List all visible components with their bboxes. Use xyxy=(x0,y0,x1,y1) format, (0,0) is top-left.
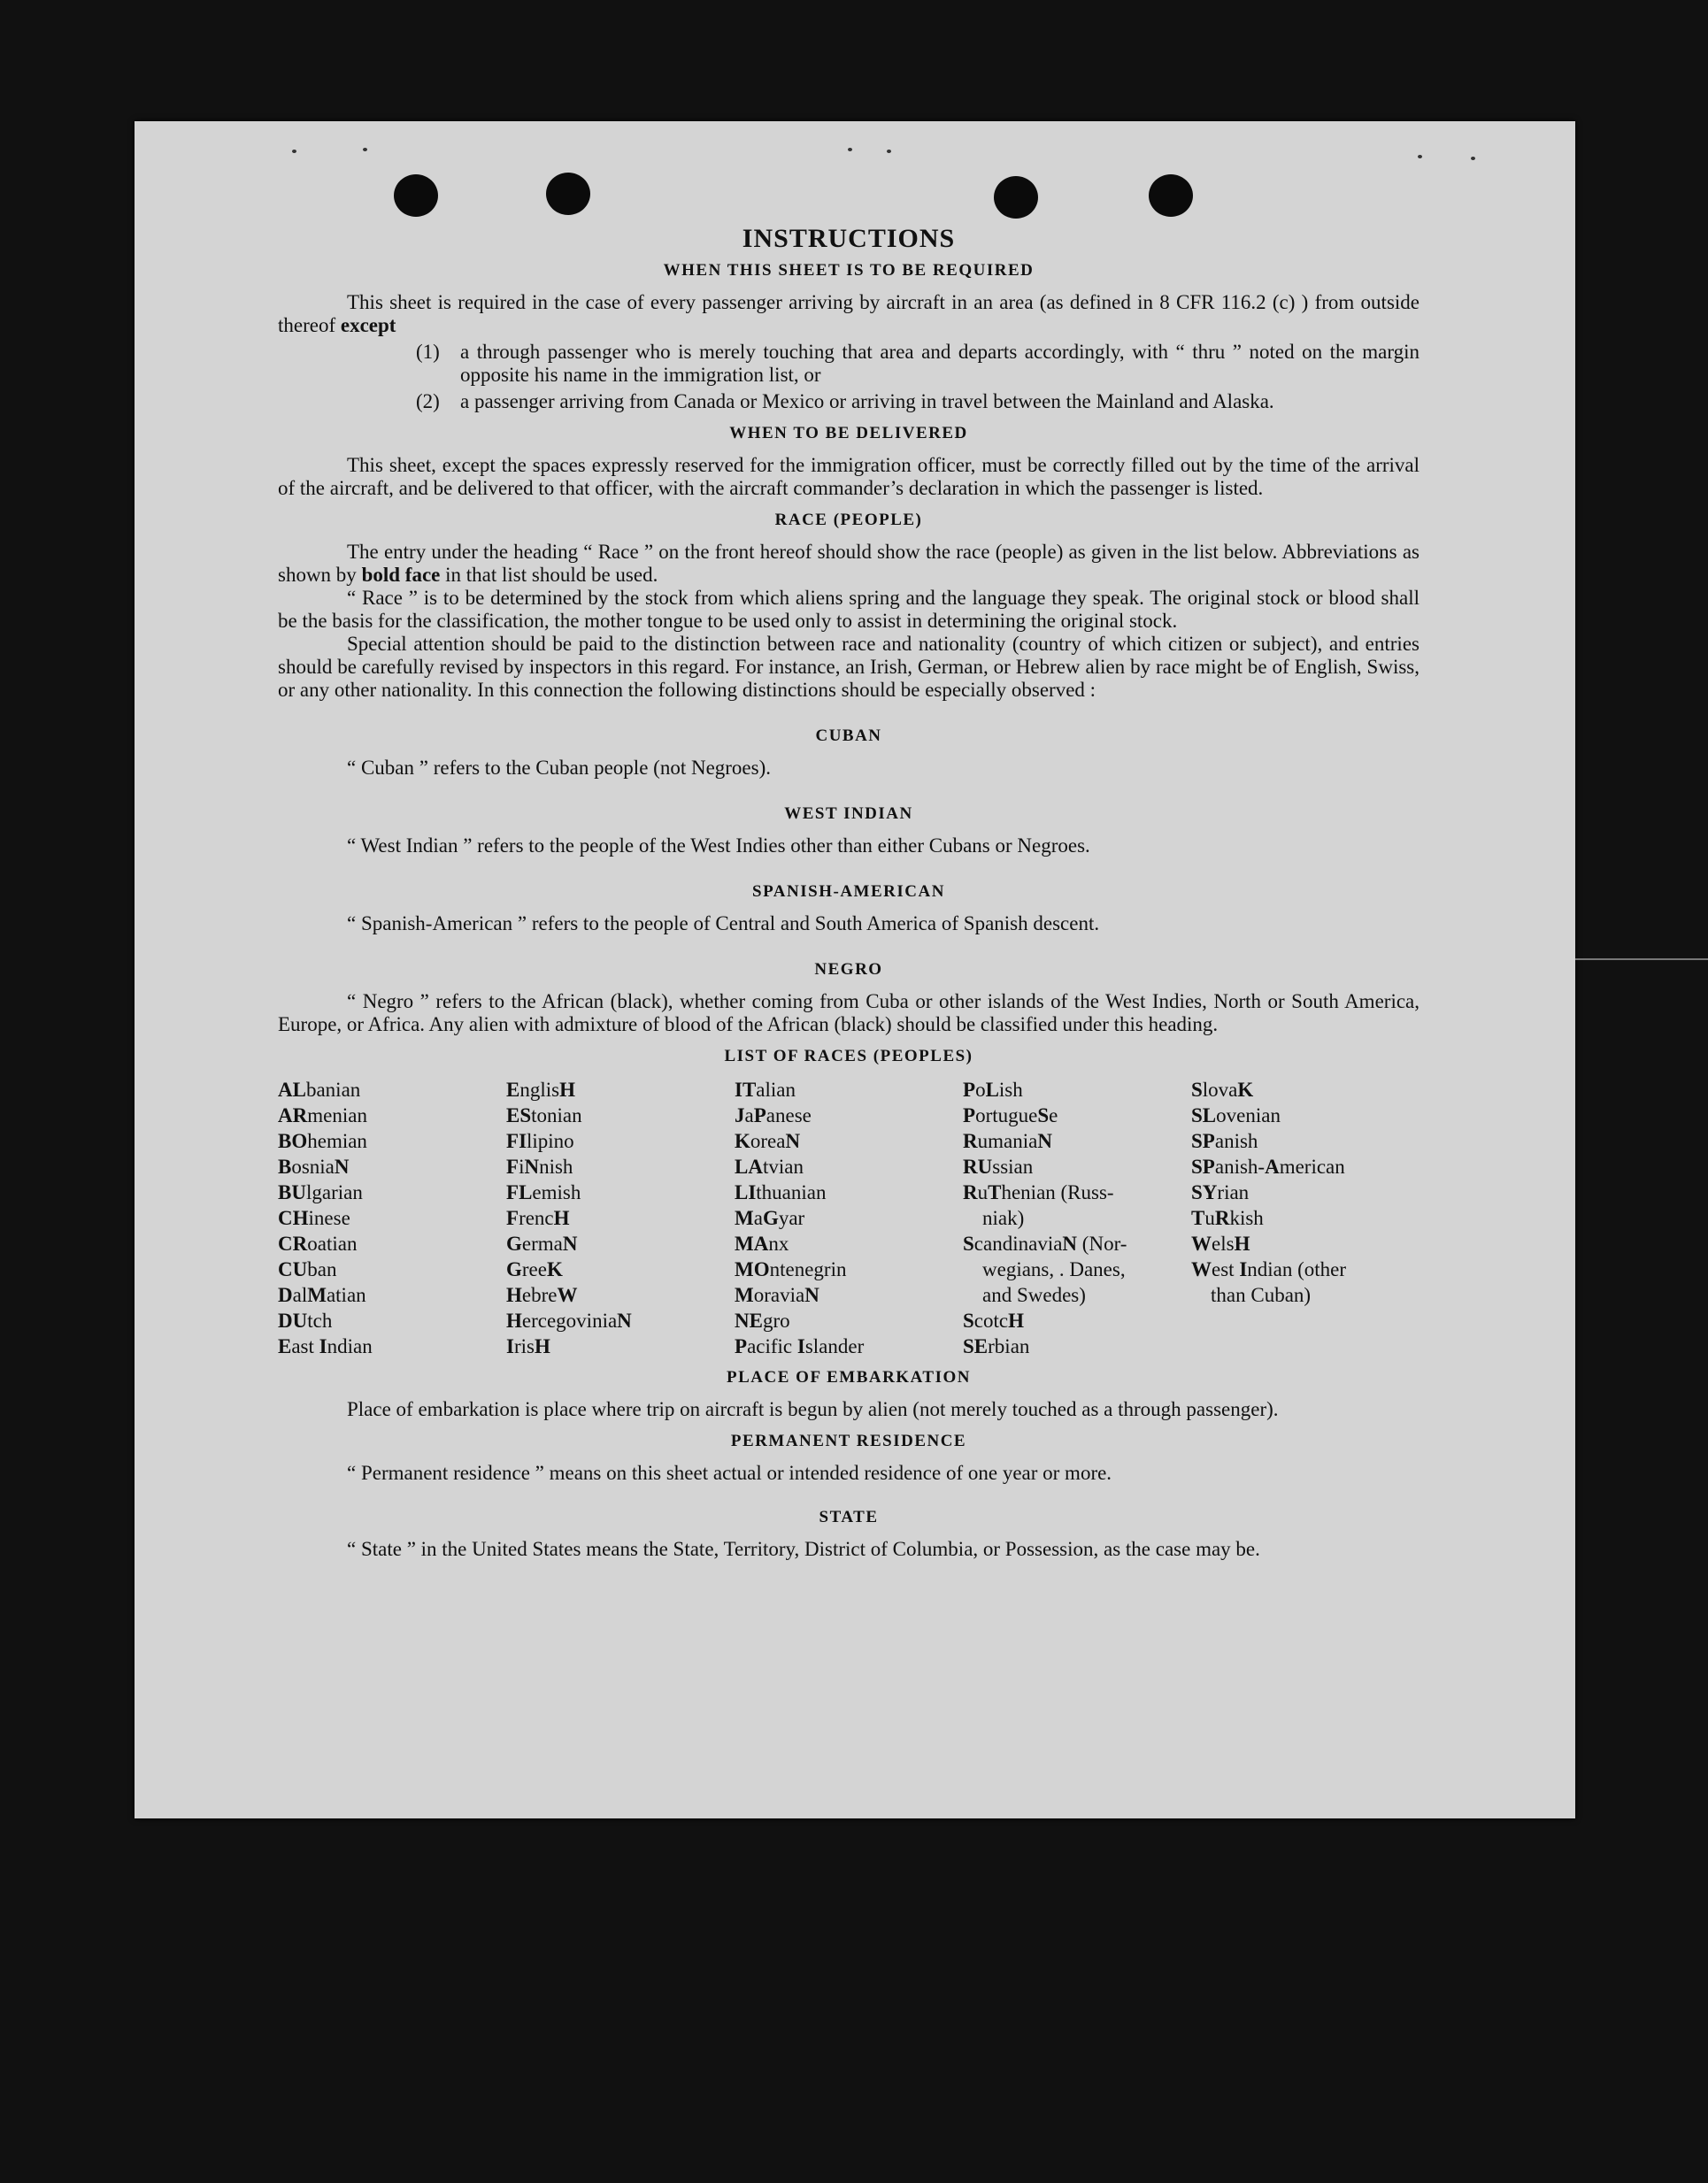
race-entry: SPanish-American xyxy=(1191,1156,1345,1178)
race-entry: HebreW xyxy=(506,1284,578,1306)
paragraph-embarkation: Place of embarkation is place where trip on aircraft is begun by alien (not merely touched as a through passenger). xyxy=(347,1398,1279,1420)
instructions-content xyxy=(278,224,1419,1561)
race-entry: SErbian xyxy=(963,1335,1030,1357)
race-entry: BOhemian xyxy=(278,1130,367,1152)
heading-negro: NEGRO xyxy=(814,960,883,979)
race-entry: EStonian xyxy=(506,1104,582,1126)
heading-list-of-races: LIST OF RACES (PEOPLES) xyxy=(724,1047,973,1065)
race-entry: FLemish xyxy=(506,1181,581,1203)
race-entry: CRoatian xyxy=(278,1233,358,1255)
race-text-b: in that list should be used. xyxy=(445,564,658,586)
race-entry: and Swedes) xyxy=(982,1284,1086,1306)
paragraph-delivered: This sheet, except the spaces expressly reserved for the immigration officer, must be correctly filled out by the time of the arrival of the aircraft, and be delivered to that officer, with the aircraft commander’s declaration in which the passenger is listed. xyxy=(278,454,1419,499)
race-entry: PoLish xyxy=(963,1079,1023,1101)
race-text-a: The entry under the heading “ Race ” on the front hereof should show the race (people) as given in the list below. Abbreviations as shown by xyxy=(278,541,1419,586)
race-entry: ScandinaviaN (Nor- xyxy=(963,1233,1127,1255)
heading-race: RACE (PEOPLE) xyxy=(774,511,923,529)
race-entry: ARmenian xyxy=(278,1104,367,1126)
race-entry: ITalian xyxy=(735,1079,796,1101)
speck xyxy=(1418,155,1422,158)
race-entry: SPanish xyxy=(1191,1130,1258,1152)
race-entry: LAtvian xyxy=(735,1156,804,1178)
race-entry: DUtch xyxy=(278,1310,333,1332)
except-bold: except xyxy=(340,314,396,336)
paragraph-west-indian: “ West Indian ” refers to the people of the West Indies other than either Cubans or Negroes. xyxy=(347,834,1090,857)
paragraph-state: “ State ” in the United States means the State, Territory, District of Columbia, or Possession, as the case may be. xyxy=(347,1538,1260,1560)
heading-west-indian: WEST INDIAN xyxy=(784,804,913,823)
race-entry: SlovaK xyxy=(1191,1079,1254,1101)
race-entry: MOntenegrin xyxy=(735,1258,847,1280)
race-entry: ALbanian xyxy=(278,1079,361,1101)
race-entry: RUssian xyxy=(963,1156,1034,1178)
heading-delivered: WHEN TO BE DELIVERED xyxy=(729,424,968,442)
races-column xyxy=(278,1077,506,1359)
race-entry: PortugueSe xyxy=(963,1104,1058,1126)
heading-required: WHEN THIS SHEET IS TO BE REQUIRED xyxy=(663,261,1035,280)
paragraph-race-1 xyxy=(278,541,1419,587)
document-sheet xyxy=(135,121,1575,1818)
heading-state: STATE xyxy=(819,1508,879,1526)
race-entry: DalMatian xyxy=(278,1284,366,1306)
race-entry: than Cuban) xyxy=(1211,1284,1312,1306)
paragraph-cuban: “ Cuban ” refers to the Cuban people (not Negroes). xyxy=(347,757,772,779)
paragraph-race-3: Special attention should be paid to the distinction between race and nationality (country of which citizen or subject), and entries should be carefully revised by inspectors in this regard. For instance, an Irish, German, or Hebrew alien by race might be of English, Swiss, or any other nationality. In this connection the following distinctions should be especially observed : xyxy=(278,633,1419,701)
item-text: a through passenger who is merely touching that area and departs accordingly, with “ thru ” noted on the margin opposite his name in the immigration list, or xyxy=(460,341,1419,386)
race-entry: RuThenian (Russ- xyxy=(963,1181,1114,1203)
race-entry: niak) xyxy=(982,1207,1025,1229)
race-entry: CUban xyxy=(278,1258,337,1280)
punch-hole-2 xyxy=(546,173,590,215)
speck xyxy=(887,150,891,153)
race-entry: KoreaN xyxy=(735,1130,801,1152)
paragraph-required xyxy=(278,291,1419,337)
race-entry: FrencH xyxy=(506,1207,570,1229)
race-entry: NEgro xyxy=(735,1310,790,1332)
exception-item-2 xyxy=(416,390,1419,413)
punch-hole-4 xyxy=(1149,174,1193,217)
edge-rule xyxy=(1575,958,1708,960)
race-entry: Pacific Islander xyxy=(735,1335,865,1357)
race-entry: IrisH xyxy=(506,1335,550,1357)
race-entry: MAnx xyxy=(735,1233,789,1255)
race-entry: West Indian (other xyxy=(1191,1258,1347,1280)
race-entry: wegians, . Danes, xyxy=(982,1258,1126,1280)
heading-spanish-american: SPANISH-AMERICAN xyxy=(752,882,945,901)
race-entry: FiNnish xyxy=(506,1156,573,1178)
race-entry: ScotcH xyxy=(963,1310,1024,1332)
speck xyxy=(1471,157,1475,160)
speck xyxy=(292,150,296,153)
race-entry: EnglisH xyxy=(506,1079,575,1101)
heading-permanent-residence: PERMANENT RESIDENCE xyxy=(730,1432,967,1450)
race-entry: GermaN xyxy=(506,1233,578,1255)
item-text: a passenger arriving from Canada or Mexico or arriving in travel between the Mainland and Alaska. xyxy=(460,390,1274,412)
bold-face-label: bold face xyxy=(361,564,441,586)
race-entry: LIthuanian xyxy=(735,1181,827,1203)
race-entry: JaPanese xyxy=(735,1104,812,1126)
page-title: INSTRUCTIONS xyxy=(742,224,956,253)
exception-item-1 xyxy=(416,341,1419,387)
paragraph-spanish-american: “ Spanish-American ” refers to the people of Central and South America of Spanish descent. xyxy=(347,912,1100,934)
paragraph-required-text: This sheet is required in the case of every passenger arriving by aircraft in an area (as defined in 8 CFR 116.2 (c) ) from outside thereof xyxy=(278,291,1419,336)
paragraph-race-2: “ Race ” is to be determined by the stock from which aliens spring and the language they speak. The original stock or blood shall be the basis for the classification, the mother tongue to be used only to assist in determining the original stock. xyxy=(278,587,1419,632)
paragraph-permanent-residence: “ Permanent residence ” means on this sheet actual or intended residence of one year or more. xyxy=(347,1462,1112,1484)
races-column xyxy=(963,1077,1191,1359)
races-column xyxy=(1191,1077,1419,1359)
race-entry: SLovenian xyxy=(1191,1104,1281,1126)
item-number: (1) xyxy=(416,341,440,363)
race-entry: BosniaN xyxy=(278,1156,350,1178)
speck xyxy=(363,148,367,151)
race-entry: East Indian xyxy=(278,1335,373,1357)
race-entry: SYrian xyxy=(1191,1181,1250,1203)
race-entry: WelsH xyxy=(1191,1233,1250,1255)
paragraph-negro: “ Negro ” refers to the African (black), whether coming from Cuba or other islands of the West Indies, North or South America, Europe, or Africa. Any alien with admixture of blood of the African (black) should be classified under this heading. xyxy=(278,990,1419,1035)
heading-cuban: CUBAN xyxy=(815,726,882,745)
item-number: (2) xyxy=(416,390,440,412)
races-column xyxy=(735,1077,963,1359)
race-entry: HercegoviniaN xyxy=(506,1310,632,1332)
punch-hole-1 xyxy=(394,174,438,217)
race-entry: RumaniaN xyxy=(963,1130,1052,1152)
race-entry: CHinese xyxy=(278,1207,350,1229)
race-entry: GreeK xyxy=(506,1258,563,1280)
race-entry: FIlipino xyxy=(506,1130,574,1152)
race-entry: MaGyar xyxy=(735,1207,805,1229)
speck xyxy=(848,148,852,151)
race-entry: MoraviaN xyxy=(735,1284,819,1306)
race-entry: TuRkish xyxy=(1191,1207,1264,1229)
heading-embarkation: PLACE OF EMBARKATION xyxy=(727,1368,971,1387)
punch-hole-3 xyxy=(994,176,1038,219)
races-column xyxy=(506,1077,735,1359)
race-entry: BUlgarian xyxy=(278,1181,363,1203)
races-list xyxy=(278,1077,1419,1359)
